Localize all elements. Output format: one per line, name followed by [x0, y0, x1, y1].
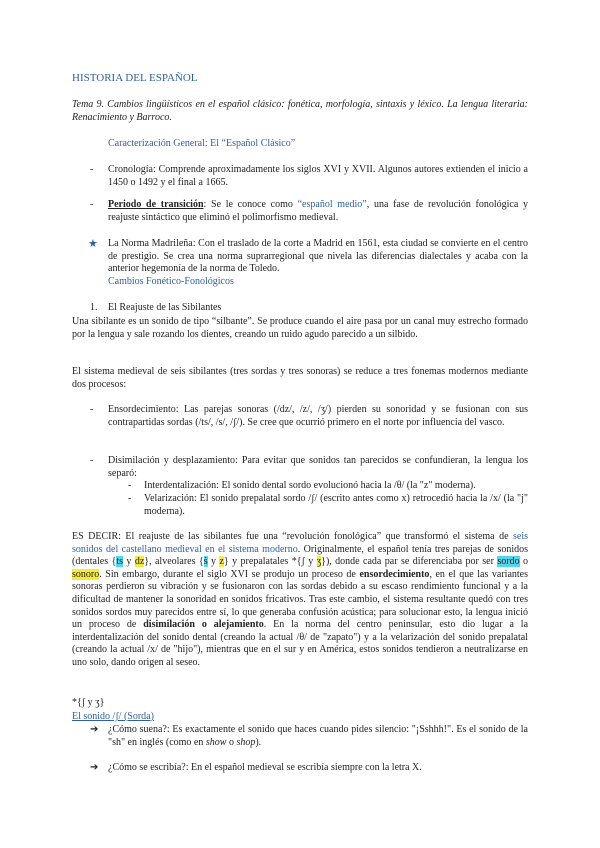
- sonoro-highlight: sonoro: [72, 568, 100, 580]
- bullet-cronologia: Cronología: Comprende aproximadamente los siglos XVI y XVII. Algunos autores extienden el inicio a 1450 o 1492 y el final a 1665.: [108, 164, 528, 188]
- bullet-disimilacion: Disimilación y desplazamiento: Para evitar que sonidos tan parecidos se confundieran, la lengua los separó:: [108, 455, 528, 479]
- dash-icon: -: [90, 404, 94, 415]
- espanol-medio-link[interactable]: “español medio”: [297, 199, 367, 210]
- es-decir-s2: . Originalmente, el español tenía tres: [297, 543, 450, 555]
- sub-dash-icon: -: [128, 480, 132, 491]
- heading-number: 1.: [90, 302, 98, 313]
- reajuste-heading: El Reajuste de las Sibilantes: [108, 302, 222, 313]
- arrow-icon: ➔: [90, 724, 99, 735]
- shop-word: shop: [236, 736, 256, 748]
- show-word: show: [205, 736, 227, 748]
- dash-icon: -: [90, 164, 94, 175]
- sub-velarizacion: Velarización: El sonido prepalatal sordo /ʃ/ (escrito antes como x) retrocedió hacia la /x/ (la "j" moderna).: [144, 493, 528, 517]
- o-text: o: [519, 556, 528, 568]
- seis-sonidos-link[interactable]: seis sonidos del castellano medieval en el sistema moderno: [72, 531, 529, 555]
- star-icon: ★: [88, 238, 98, 250]
- dash-icon: -: [90, 199, 94, 210]
- sub-dash-icon: -: [128, 493, 132, 504]
- doc-title: HISTORIA DEL ESPAÑOL: [72, 72, 198, 84]
- es-decir-s4a: diferenciaba por ser: [412, 556, 498, 568]
- sordo-highlight: sordo: [497, 556, 520, 568]
- bullet-norma: La Norma Madrileña: Con el traslado de la corte a Madrid en 1561, esta ciudad se convierte en el centro de prestigio. Se crea una norma suprarregional que nivela las diferencias dialectales y acaba con la anterior hegemonía de la norma de Toledo.: [108, 238, 528, 275]
- ensordecimiento-bold: ensordecimiento: [359, 568, 430, 580]
- sorda-heading: El sonido /ʃ/ (Sorda): [72, 711, 154, 722]
- disimilacion-bold: disimilación o alejamiento: [143, 619, 264, 631]
- periodo-label: Periodo de transición: [108, 199, 204, 210]
- z-highlight: z: [219, 556, 224, 568]
- cambios-link[interactable]: Cambios Fonético-Fonológicos: [108, 276, 234, 287]
- como-suena-end: ).: [255, 736, 262, 748]
- es-decir-s3b: }, alveolares {: [144, 556, 204, 568]
- es-decir-s5: , en el que las variantes sonoras perdieron su vibración y se fusionaron con las sordas debido a su escaso rendimiento funcional y a la dificultad de mantener la sonoridad en sonidos fricativos. Tras este cambio, el sistema resultante quedó con tres sonidos sordos muy parecidos entre sí, lo que generaba confusión acústica; para solucionar esto, la lengua inició un proceso de: [72, 568, 529, 631]
- es-decir-s3a: parejas de sonidos (dentales {: [72, 543, 528, 568]
- es-decir-s3c: } y prepalatales *{: [223, 556, 302, 568]
- section-caracterizacion: Caracterización General: El “Español Clásico”: [108, 138, 296, 149]
- es-decir-s4b: . Sin embargo, durante el siglo XVI se produjo un proceso de: [99, 568, 356, 580]
- y-text: y: [122, 556, 135, 568]
- sub-interdentalizacion: Interdentalización: El sonido dental sordo evolucionó hacia la /θ/ (la "z" moderna).: [144, 480, 476, 491]
- es-decir-s1: ES DECIR: El reajuste de las sibilantes fue una “revolución fonológica” que transformó el sistema de: [72, 531, 509, 542]
- es-decir-end: . En la norma del centro peninsular, esto dio lugar a la interdentalización del sonido dental (creando la actual /θ/ de "zapato") y a la velarización del sonido prepalatal (creando la actual /x/ de "hijo"), mientras que en el sur y en América, estos sonidos tendieron a neutralizarse en uno solo, dando origen al seseo.: [72, 619, 529, 668]
- bullet-periodo: [108, 199, 528, 224]
- y-text: y: [304, 556, 317, 568]
- dz-highlight: dz: [134, 556, 145, 568]
- periodo-pre: : Se le conoce como: [203, 199, 298, 210]
- s-highlight: ṡ: [203, 556, 208, 568]
- es-decir-s3d: }), donde cada par se: [321, 556, 410, 568]
- como-suena: [108, 724, 528, 749]
- sh-symbol: ʃ: [301, 556, 305, 568]
- como-se-escribia: ¿Cómo se escribía?: En el español medieval se escribía siempre con la letra X.: [108, 762, 422, 773]
- y-text: y: [207, 556, 220, 568]
- ts-highlight: ts: [116, 556, 123, 568]
- bullet-ensordecimiento: Ensordecimiento: Las parejas sonoras (/dz/, /z/, /ʒ/) pierden su sonoridad y se fusionan con sus contrapartidas sordas (/ts/, /s/, /ʃ/). Se cree que ocurrió primero en el norte por influencia del vasco.: [108, 404, 528, 428]
- periodo-post: , una fase de revolución fonológica y reajuste sintáctico que eliminó el polimorfismo medieval.: [108, 199, 529, 223]
- arrow-icon: ➔: [90, 762, 99, 773]
- symbols-heading: *{ʃ y ʒ}: [72, 697, 105, 708]
- reajuste-p1: Una sibilante es un sonido de tipo “silbante”. Se produce cuando el aire pasa por un canal muy estrecho formado por la lengua y sale rozando los dientes, creando un ruido agudo parecido a un silbido.: [72, 316, 528, 340]
- es-decir-paragraph: [72, 531, 528, 670]
- o-text: o: [226, 736, 237, 748]
- como-suena-text: ¿Cómo suena?: Es exactamente el sonido que haces cuando pides silencio: "¡Sshhh!". Es el sonido de la "sh" en inglés (como en: [108, 724, 528, 748]
- reajuste-p2: El sistema medieval de seis sibilantes (tres sordas y tres sonoras) se reduce a tres fonemas modernos mediante dos procesos:: [72, 366, 528, 390]
- zh-highlight: ʒ: [316, 556, 322, 568]
- tema-heading: Tema 9. Cambios lingüísticos en el español clásico: fonética, morfología, sintaxis y léxico. La lengua literaria: Renacimiento y Barroco.: [72, 99, 528, 123]
- dash-icon: -: [90, 455, 94, 466]
